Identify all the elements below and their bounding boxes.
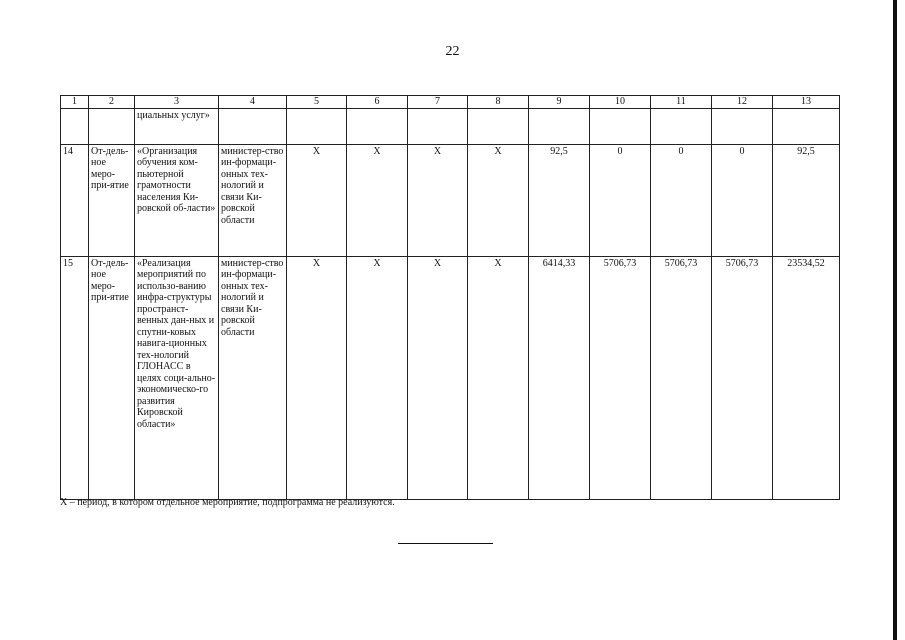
table-cell: X [468,256,529,499]
measure-name: «Организация обучения ком-пьютерной грамотности населения Ки-ровской об-ласти» [135,144,219,256]
table-cell [529,108,590,144]
table-cell: X [347,144,408,256]
header-row [61,96,840,109]
header-cell: 5 [287,96,347,109]
table-cell [287,108,347,144]
header-cell: 7 [408,96,468,109]
table-cell [408,108,468,144]
table-cell: X [347,256,408,499]
header-cell: 4 [219,96,287,109]
table-cell: X [408,256,468,499]
header-cell: 8 [468,96,529,109]
table-cell: 6414,33 [529,256,590,499]
row-number: 15 [61,256,89,499]
table-cell: 23534,52 [773,256,840,499]
table-cell: 0 [712,144,773,256]
table-cell [590,108,651,144]
table-cell [712,108,773,144]
header-cell: 6 [347,96,408,109]
table-cell [61,108,89,144]
table-cell [468,108,529,144]
table-cell [773,108,840,144]
budget-table [60,95,840,500]
table-cell: X [287,256,347,499]
table-cell: 5706,73 [651,256,712,499]
header-cell: 9 [529,96,590,109]
page-edge-bar [893,0,897,640]
table-cell: циальных услуг» [135,108,219,144]
row-number: 14 [61,144,89,256]
measure-type: От-дель-ное меро-при-ятие [89,144,135,256]
table-cell: 5706,73 [590,256,651,499]
header-cell: 2 [89,96,135,109]
table-cell: X [287,144,347,256]
measure-name: «Реализация мероприятий по использо-ванию инфра-структуры пространст-венных дан-ных и спутни-ковых навига-ционных тех-нологий ГЛОНАСС в целях соци-ально-экономическо-го развития Кировской области» [135,256,219,499]
table-cell: 0 [590,144,651,256]
table-cell [89,108,135,144]
header-cell: 1 [61,96,89,109]
table-row [61,256,840,499]
table-row-continuation [61,108,840,144]
executor: министер-ство ин-формаци-онных тех-нологий и связи Ки-ровской области [219,256,287,499]
table-cell: 0 [651,144,712,256]
table-cell: X [468,144,529,256]
closing-rule [398,543,493,544]
table-row [61,144,840,256]
table-cell: 92,5 [529,144,590,256]
table-cell: 92,5 [773,144,840,256]
measure-type: От-дель-ное меро-при-ятие [89,256,135,499]
header-cell: 10 [590,96,651,109]
table-cell [651,108,712,144]
table-cell: 5706,73 [712,256,773,499]
header-cell: 12 [712,96,773,109]
page-number: 22 [445,44,460,59]
executor: министер-ство ин-формаци-онных тех-нологий и связи Ки-ровской области [219,144,287,256]
table-cell: X [408,144,468,256]
table-cell [219,108,287,144]
header-cell: 13 [773,96,840,109]
header-cell: 11 [651,96,712,109]
footnote: X – период, в котором отдельное мероприятие, подпрограмма не реализуются. [60,497,395,508]
table-cell [347,108,408,144]
header-cell: 3 [135,96,219,109]
